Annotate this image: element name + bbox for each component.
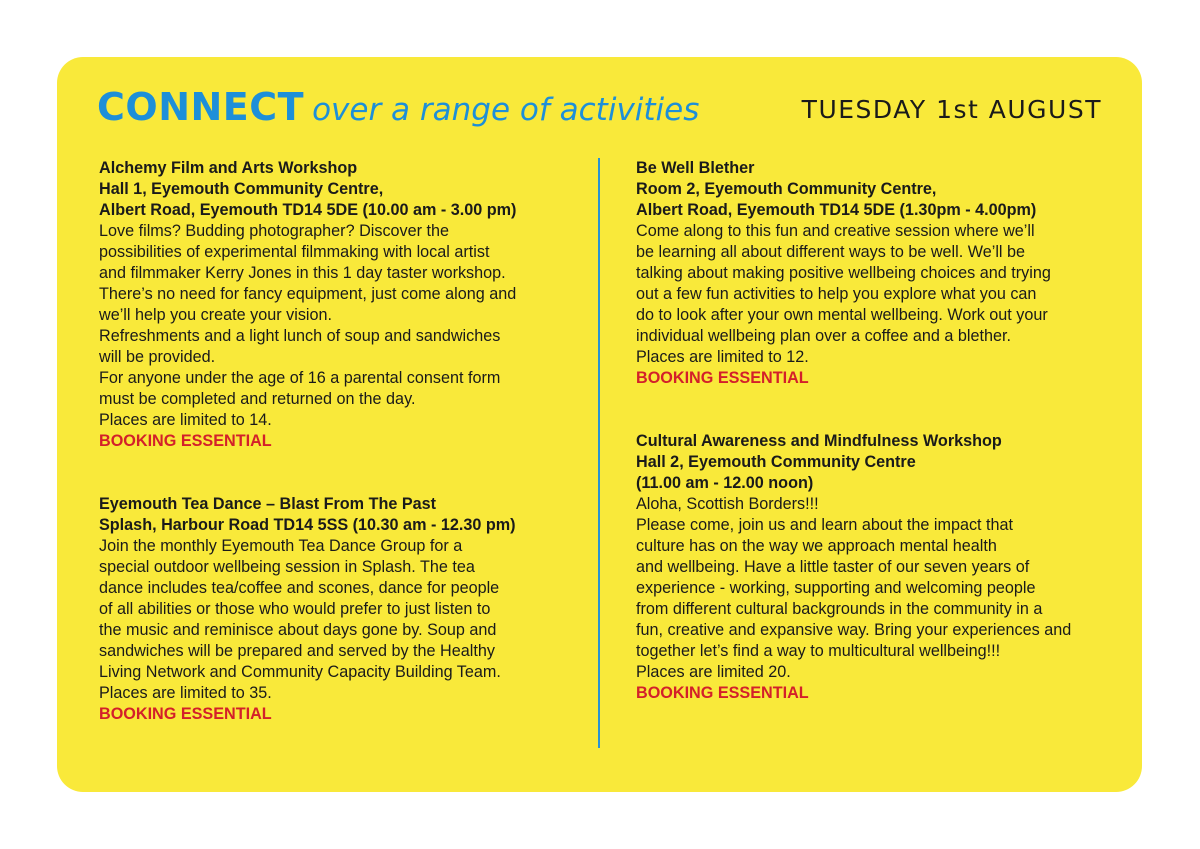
event-body-line: do to look after your own mental wellbeing. Work out your	[636, 306, 1048, 324]
booking-essential-label: BOOKING ESSENTIAL	[636, 369, 809, 387]
event-body-line: dance includes tea/coffee and scones, dance for people	[99, 579, 500, 597]
left-column	[99, 158, 569, 725]
event-block	[99, 494, 569, 725]
event-gap	[99, 452, 569, 494]
event-body-line: culture has on the way we approach mental health	[636, 537, 997, 555]
title-subtitle: over a range of activities	[312, 92, 700, 128]
event-body-line: Aloha, Scottish Borders!!!	[636, 495, 819, 513]
event-block	[636, 158, 1106, 389]
event-heading-line: Albert Road, Eyemouth TD14 5DE (10.00 am - 3.00 pm)	[99, 201, 517, 219]
right-column	[636, 158, 1106, 704]
event-heading-line: Albert Road, Eyemouth TD14 5DE (1.30pm - 4.00pm)	[636, 201, 1037, 219]
event-body-line: Places are limited to 12.	[636, 348, 809, 366]
flyer-card	[57, 57, 1142, 792]
event-body-line: fun, creative and expansive way. Bring your experiences and	[636, 621, 1072, 639]
event-body-line: must be completed and returned on the day.	[99, 390, 416, 408]
event-heading-line: Room 2, Eyemouth Community Centre,	[636, 180, 937, 198]
event-body-line: Love films? Budding photographer? Discover the	[99, 222, 450, 240]
event-body-line: Places are limited 20.	[636, 663, 791, 681]
event-heading-line: Alchemy Film and Arts Workshop	[99, 159, 358, 177]
event-body-line: Refreshments and a light lunch of soup and sandwiches	[99, 327, 501, 345]
booking-essential-label: BOOKING ESSENTIAL	[99, 432, 272, 450]
event-body-line: Places are limited to 35.	[99, 684, 272, 702]
event-body-line: Come along to this fun and creative session where we’ll	[636, 222, 1035, 240]
event-body-line: out a few fun activities to help you explore what you can	[636, 285, 1037, 303]
event-block	[99, 158, 569, 452]
event-heading-line: Splash, Harbour Road TD14 5SS (10.30 am - 12.30 pm)	[99, 516, 516, 534]
event-body-line: Please come, join us and learn about the impact that	[636, 516, 1014, 534]
event-block	[636, 431, 1106, 704]
event-body-line: of all abilities or those who would prefer to just listen to	[99, 600, 491, 618]
event-date: TUESDAY 1st AUGUST	[801, 95, 1102, 124]
event-heading-line: Hall 1, Eyemouth Community Centre,	[99, 180, 384, 198]
event-heading-line: Cultural Awareness and Mindfulness Workshop	[636, 432, 1002, 450]
event-body-line: possibilities of experimental filmmaking with local artist	[99, 243, 490, 261]
event-heading-line: Be Well Blether	[636, 159, 755, 177]
event-body-line: together let’s find a way to multicultural wellbeing!!!	[636, 642, 1001, 660]
event-body-line: special outdoor wellbeing session in Splash. The tea	[99, 558, 475, 576]
event-body-line: we’ll help you create your vision.	[99, 306, 333, 324]
event-body-line: experience - working, supporting and welcoming people	[636, 579, 1036, 597]
event-body-line: and wellbeing. Have a little taster of our seven years of	[636, 558, 1030, 576]
event-heading-line: Eyemouth Tea Dance – Blast From The Past	[99, 495, 437, 513]
title-connect: CONNECT	[97, 85, 305, 129]
event-body-line: sandwiches will be prepared and served by the Healthy	[99, 642, 495, 660]
page-title	[97, 85, 699, 129]
event-body-line: Join the monthly Eyemouth Tea Dance Group for a	[99, 537, 463, 555]
event-gap	[636, 389, 1106, 431]
event-body-line: be learning all about different ways to be well. We’ll be	[636, 243, 1026, 261]
event-body-line: from different cultural backgrounds in the community in a	[636, 600, 1043, 618]
event-body-line: will be provided.	[99, 348, 216, 366]
event-body-line: and filmmaker Kerry Jones in this 1 day taster workshop.	[99, 264, 506, 282]
booking-essential-label: BOOKING ESSENTIAL	[99, 705, 272, 723]
event-body-line: talking about making positive wellbeing choices and trying	[636, 264, 1051, 282]
event-body-line: the music and reminisce about days gone by. Soup and	[99, 621, 497, 639]
event-body-line: There’s no need for fancy equipment, just come along and	[99, 285, 517, 303]
event-body-line: For anyone under the age of 16 a parental consent form	[99, 369, 501, 387]
booking-essential-label: BOOKING ESSENTIAL	[636, 684, 809, 702]
event-heading-line: (11.00 am - 12.00 noon)	[636, 474, 814, 492]
event-heading-line: Hall 2, Eyemouth Community Centre	[636, 453, 916, 471]
event-body-line: individual wellbeing plan over a coffee and a blether.	[636, 327, 1011, 345]
event-body-line: Places are limited to 14.	[99, 411, 272, 429]
column-divider	[598, 158, 600, 748]
event-body-line: Living Network and Community Capacity Building Team.	[99, 663, 501, 681]
